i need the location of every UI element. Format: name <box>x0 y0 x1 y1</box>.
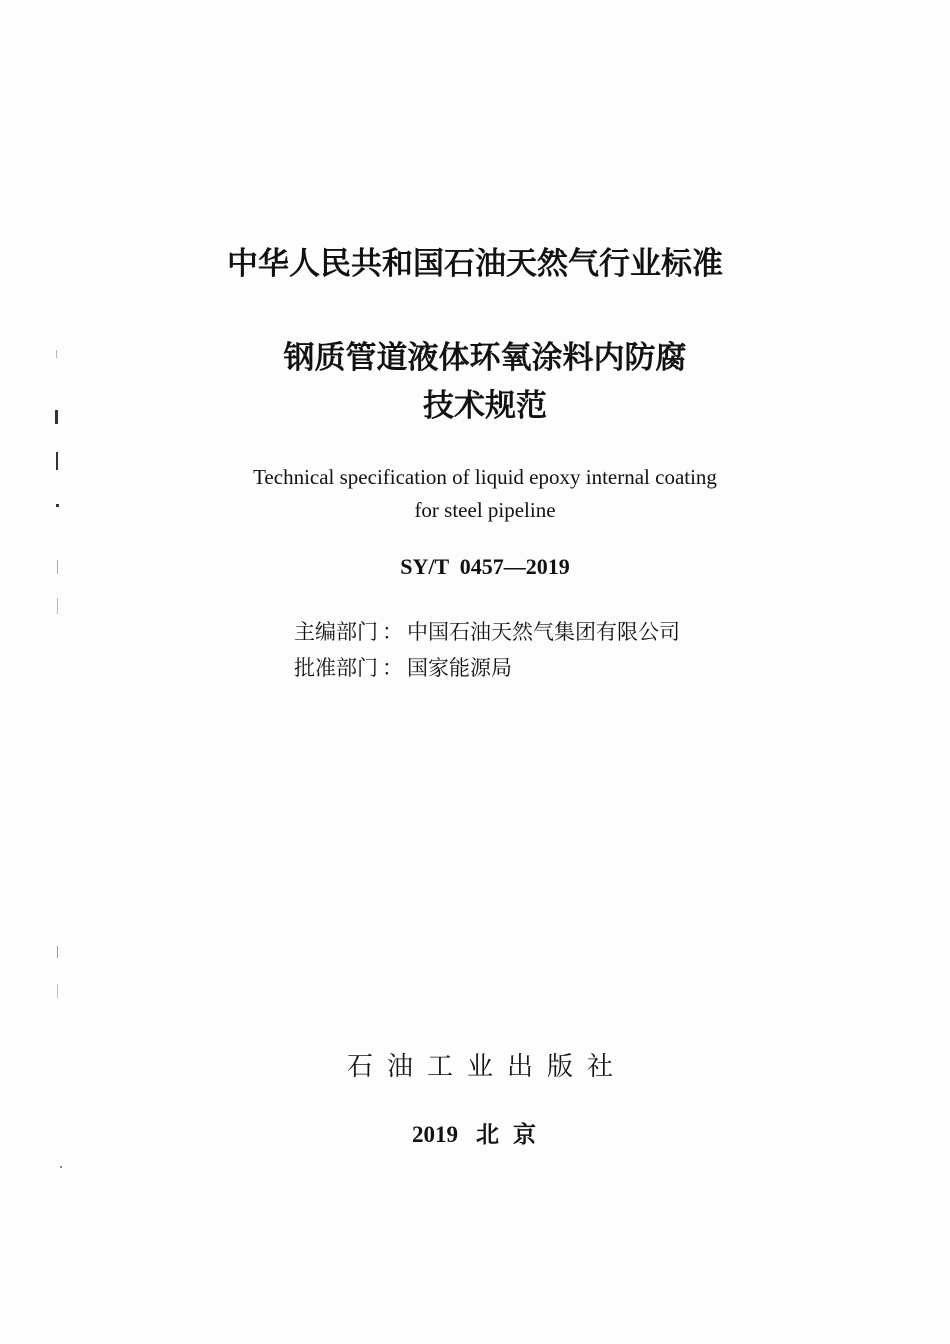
scan-speck <box>60 1166 62 1168</box>
department-value: 中国石油天然气集团有限公司 <box>407 620 680 644</box>
chinese-title-line-2: 技术规范 <box>423 388 547 424</box>
english-title-line-1: Technical specification of liquid epoxy internal coating <box>253 465 717 489</box>
standard-code: SY/T 0457—2019 <box>400 554 570 579</box>
department-value: 国家能源局 <box>407 656 512 680</box>
department-row-editor <box>294 614 680 650</box>
english-title-line-2: for steel pipeline <box>414 498 556 522</box>
publication-city: 北京 <box>476 1122 550 1148</box>
chinese-title <box>10 334 950 430</box>
departments-block <box>294 614 680 686</box>
department-label: 主编部门 <box>294 620 378 644</box>
chinese-title-line-1: 钢质管道液体环氧涂料内防腐 <box>283 340 687 376</box>
scan-speck <box>57 598 58 614</box>
standard-type-heading: 中华人民共和国石油天然气行业标准 <box>227 246 723 282</box>
english-title <box>10 461 950 527</box>
department-separator: ： <box>382 620 403 644</box>
scan-speck <box>57 946 58 958</box>
publication-year: 2019 <box>412 1122 458 1147</box>
scan-speck <box>57 984 58 998</box>
publication-line <box>6 1116 950 1149</box>
department-row-approver <box>294 650 680 686</box>
department-label: 批准部门 <box>294 656 378 680</box>
department-separator: ： <box>382 656 403 680</box>
publisher-name: 石油工业出版社 <box>346 1052 627 1082</box>
